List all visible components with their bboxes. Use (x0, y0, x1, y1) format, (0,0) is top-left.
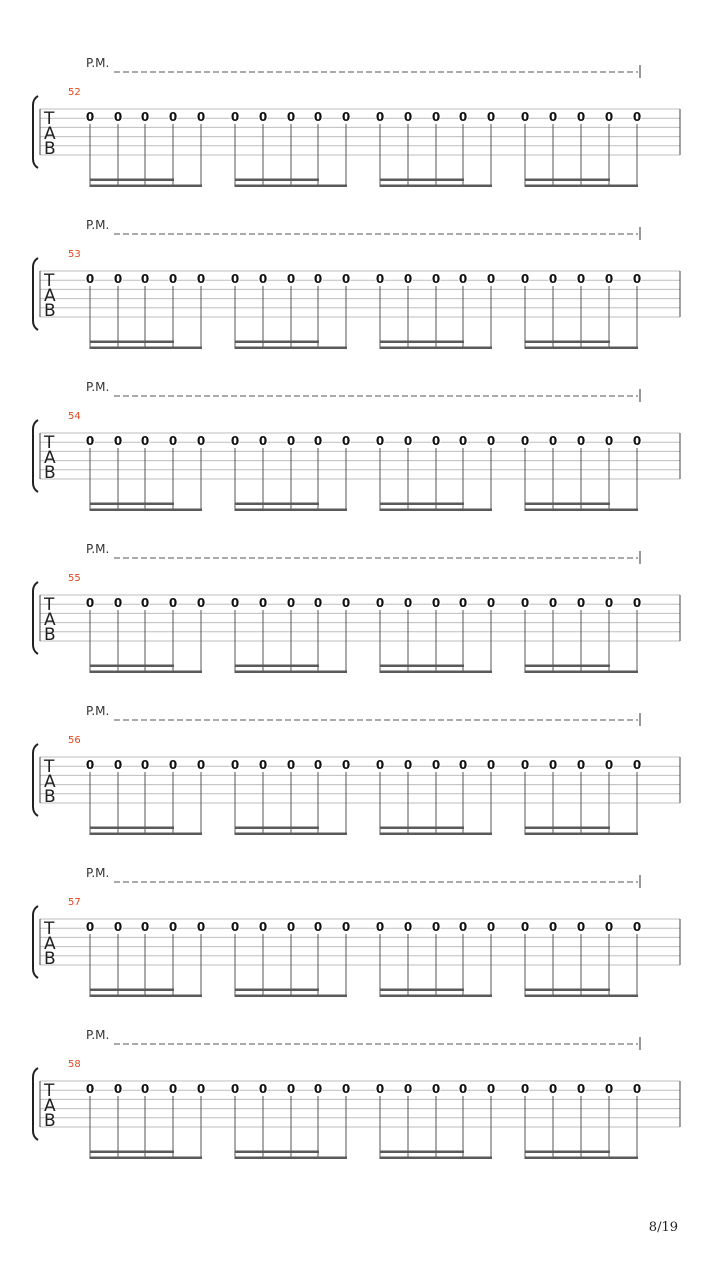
fret-number: 0 (520, 110, 530, 124)
fret-number: 0 (196, 434, 206, 448)
fret-number: 0 (313, 596, 323, 610)
fret-number: 0 (113, 596, 123, 610)
fret-number: 0 (486, 1082, 496, 1096)
fret-number: 0 (196, 596, 206, 610)
page-number: 8/19 (648, 1220, 678, 1235)
beam-primary (380, 1157, 492, 1160)
fret-number: 0 (520, 434, 530, 448)
beam-primary (235, 995, 347, 998)
beam-primary (235, 671, 347, 674)
fret-number: 0 (604, 110, 614, 124)
palm-mute-label: P.M. (86, 704, 110, 718)
tab-system (33, 1028, 680, 1159)
beam-primary (235, 509, 347, 512)
system-bracket (33, 96, 38, 168)
measure-number: 53 (68, 249, 81, 260)
fret-number: 0 (520, 1082, 530, 1096)
fret-number: 0 (85, 596, 95, 610)
beam-primary (90, 185, 202, 188)
fret-number: 0 (85, 110, 95, 124)
fret-number: 0 (632, 920, 642, 934)
fret-number: 0 (196, 110, 206, 124)
system-bracket (33, 582, 38, 654)
beam-secondary (380, 665, 464, 668)
tab-clef-letter: A (44, 286, 56, 306)
fret-number: 0 (85, 272, 95, 286)
beam-secondary (525, 665, 610, 668)
fret-number: 0 (341, 920, 351, 934)
fret-number: 0 (632, 758, 642, 772)
fret-number: 0 (431, 110, 441, 124)
beam-primary (235, 347, 347, 350)
fret-number: 0 (548, 434, 558, 448)
fret-number: 0 (230, 110, 240, 124)
beam-primary (380, 995, 492, 998)
fret-number: 0 (403, 758, 413, 772)
fret-number: 0 (258, 758, 268, 772)
fret-number: 0 (313, 272, 323, 286)
tab-clef-letter: A (44, 1096, 56, 1116)
fret-number: 0 (520, 596, 530, 610)
fret-number: 0 (375, 1082, 385, 1096)
beam-primary (380, 671, 492, 674)
fret-number: 0 (113, 110, 123, 124)
beam-primary (90, 671, 202, 674)
beam-secondary (90, 341, 174, 344)
tab-clef-letter: A (44, 772, 56, 792)
fret-number: 0 (313, 434, 323, 448)
fret-number: 0 (140, 434, 150, 448)
fret-number: 0 (140, 272, 150, 286)
tab-clef-letter: B (44, 787, 56, 807)
fret-number: 0 (431, 596, 441, 610)
measure-number: 57 (68, 897, 81, 908)
beam-secondary (525, 341, 610, 344)
fret-number: 0 (341, 272, 351, 286)
beam-secondary (380, 179, 464, 182)
palm-mute-label: P.M. (86, 56, 110, 70)
fret-number: 0 (140, 920, 150, 934)
fret-number: 0 (341, 434, 351, 448)
measure-number: 55 (68, 573, 81, 584)
fret-number: 0 (313, 110, 323, 124)
measure-number: 56 (68, 735, 81, 746)
fret-number: 0 (486, 596, 496, 610)
fret-number: 0 (168, 758, 178, 772)
fret-number: 0 (85, 1082, 95, 1096)
fret-number: 0 (458, 920, 468, 934)
beam-primary (525, 833, 638, 836)
beam-primary (525, 509, 638, 512)
fret-number: 0 (375, 272, 385, 286)
fret-number: 0 (403, 434, 413, 448)
beam-secondary (235, 503, 319, 506)
measure-number: 52 (68, 87, 81, 98)
fret-number: 0 (286, 758, 296, 772)
fret-number: 0 (286, 434, 296, 448)
beam-secondary (235, 1151, 319, 1154)
fret-number: 0 (576, 272, 586, 286)
beam-primary (380, 509, 492, 512)
fret-number: 0 (486, 434, 496, 448)
system-bracket (33, 1068, 38, 1140)
palm-mute-label: P.M. (86, 380, 110, 394)
fret-number: 0 (286, 1082, 296, 1096)
fret-number: 0 (258, 1082, 268, 1096)
system-bracket (33, 906, 38, 978)
system-bracket (33, 258, 38, 330)
tab-clef-letter: T (44, 1081, 55, 1101)
fret-number: 0 (458, 758, 468, 772)
fret-number: 0 (604, 758, 614, 772)
fret-number: 0 (458, 434, 468, 448)
fret-number: 0 (168, 272, 178, 286)
fret-number: 0 (168, 920, 178, 934)
fret-number: 0 (486, 110, 496, 124)
tab-clef-letter: B (44, 301, 56, 321)
fret-number: 0 (286, 272, 296, 286)
fret-number: 0 (230, 596, 240, 610)
fret-number: 0 (168, 1082, 178, 1096)
beam-primary (235, 1157, 347, 1160)
tab-clef-letter: B (44, 625, 56, 645)
beam-secondary (525, 989, 610, 992)
fret-number: 0 (403, 920, 413, 934)
fret-number: 0 (313, 758, 323, 772)
tab-clef-letter: T (44, 271, 55, 291)
fret-number: 0 (258, 434, 268, 448)
fret-number: 0 (486, 758, 496, 772)
fret-number: 0 (341, 758, 351, 772)
fret-number: 0 (403, 272, 413, 286)
fret-number: 0 (196, 920, 206, 934)
fret-number: 0 (486, 920, 496, 934)
fret-number: 0 (375, 110, 385, 124)
beam-primary (235, 833, 347, 836)
fret-number: 0 (313, 920, 323, 934)
beam-secondary (90, 503, 174, 506)
fret-number: 0 (258, 110, 268, 124)
beam-primary (525, 1157, 638, 1160)
beam-secondary (525, 827, 610, 830)
fret-number: 0 (431, 272, 441, 286)
beam-secondary (235, 665, 319, 668)
fret-number: 0 (520, 272, 530, 286)
measure-number: 58 (68, 1059, 81, 1070)
fret-number: 0 (230, 434, 240, 448)
fret-number: 0 (576, 434, 586, 448)
fret-number: 0 (576, 596, 586, 610)
fret-number: 0 (341, 596, 351, 610)
fret-number: 0 (230, 272, 240, 286)
beam-primary (525, 185, 638, 188)
fret-number: 0 (113, 920, 123, 934)
beam-primary (235, 185, 347, 188)
fret-number: 0 (168, 596, 178, 610)
fret-number: 0 (486, 272, 496, 286)
fret-number: 0 (458, 110, 468, 124)
fret-number: 0 (604, 1082, 614, 1096)
tab-system (33, 704, 680, 835)
measure-number: 54 (68, 411, 81, 422)
fret-number: 0 (341, 1082, 351, 1096)
fret-number: 0 (576, 1082, 586, 1096)
fret-number: 0 (196, 758, 206, 772)
fret-number: 0 (140, 1082, 150, 1096)
fret-number: 0 (140, 110, 150, 124)
fret-number: 0 (632, 596, 642, 610)
tab-clef-letter: A (44, 448, 56, 468)
beam-secondary (380, 503, 464, 506)
tab-system (33, 380, 680, 511)
fret-number: 0 (113, 758, 123, 772)
fret-number: 0 (458, 1082, 468, 1096)
palm-mute-label: P.M. (86, 542, 110, 556)
fret-number: 0 (113, 272, 123, 286)
fret-number: 0 (576, 758, 586, 772)
fret-number: 0 (403, 1082, 413, 1096)
beam-primary (525, 671, 638, 674)
beam-secondary (380, 827, 464, 830)
beam-primary (380, 833, 492, 836)
fret-number: 0 (431, 758, 441, 772)
beam-secondary (235, 827, 319, 830)
fret-number: 0 (632, 272, 642, 286)
fret-number: 0 (604, 272, 614, 286)
fret-number: 0 (258, 272, 268, 286)
fret-number: 0 (375, 434, 385, 448)
fret-number: 0 (604, 920, 614, 934)
tab-system (33, 218, 680, 349)
fret-number: 0 (286, 920, 296, 934)
beam-primary (380, 347, 492, 350)
tab-clef-letter: T (44, 595, 55, 615)
fret-number: 0 (604, 596, 614, 610)
tab-clef-letter: T (44, 757, 55, 777)
fret-number: 0 (168, 434, 178, 448)
tab-clef-letter: B (44, 463, 56, 483)
palm-mute-label: P.M. (86, 1028, 110, 1042)
fret-number: 0 (403, 596, 413, 610)
beam-primary (90, 833, 202, 836)
fret-number: 0 (375, 758, 385, 772)
beam-primary (90, 509, 202, 512)
tab-clef-letter: A (44, 124, 56, 144)
beam-secondary (90, 1151, 174, 1154)
fret-number: 0 (632, 434, 642, 448)
beam-secondary (380, 989, 464, 992)
tab-clef-letter: T (44, 919, 55, 939)
beam-secondary (235, 179, 319, 182)
tab-clef-letter: T (44, 109, 55, 129)
fret-number: 0 (548, 758, 558, 772)
fret-number: 0 (230, 920, 240, 934)
tab-clef-letter: B (44, 139, 56, 159)
fret-number: 0 (85, 758, 95, 772)
tab-clef-letter: A (44, 934, 56, 954)
fret-number: 0 (258, 596, 268, 610)
fret-number: 0 (548, 596, 558, 610)
tab-clef-letter: B (44, 1111, 56, 1131)
fret-number: 0 (375, 920, 385, 934)
fret-number: 0 (313, 1082, 323, 1096)
fret-number: 0 (576, 110, 586, 124)
beam-secondary (380, 1151, 464, 1154)
palm-mute-label: P.M. (86, 866, 110, 880)
fret-number: 0 (403, 110, 413, 124)
fret-number: 0 (196, 272, 206, 286)
beam-secondary (525, 179, 610, 182)
tab-clef-letter: B (44, 949, 56, 969)
beam-secondary (235, 341, 319, 344)
fret-number: 0 (548, 1082, 558, 1096)
fret-number: 0 (140, 596, 150, 610)
fret-number: 0 (548, 110, 558, 124)
tab-system (33, 56, 680, 187)
beam-secondary (380, 341, 464, 344)
fret-number: 0 (230, 1082, 240, 1096)
fret-number: 0 (113, 1082, 123, 1096)
tab-system (33, 866, 680, 997)
fret-number: 0 (548, 272, 558, 286)
fret-number: 0 (520, 920, 530, 934)
beam-primary (90, 995, 202, 998)
beam-secondary (90, 665, 174, 668)
fret-number: 0 (431, 1082, 441, 1096)
beam-primary (90, 1157, 202, 1160)
fret-number: 0 (286, 596, 296, 610)
tab-clef-letter: T (44, 433, 55, 453)
fret-number: 0 (230, 758, 240, 772)
fret-number: 0 (576, 920, 586, 934)
fret-number: 0 (604, 434, 614, 448)
fret-number: 0 (458, 596, 468, 610)
fret-number: 0 (85, 920, 95, 934)
beam-secondary (235, 989, 319, 992)
fret-number: 0 (548, 920, 558, 934)
beam-secondary (90, 989, 174, 992)
beam-primary (525, 347, 638, 350)
fret-number: 0 (431, 920, 441, 934)
system-bracket (33, 420, 38, 492)
fret-number: 0 (458, 272, 468, 286)
beam-secondary (90, 827, 174, 830)
fret-number: 0 (113, 434, 123, 448)
fret-number: 0 (632, 110, 642, 124)
beam-primary (380, 185, 492, 188)
beam-secondary (90, 179, 174, 182)
tab-system (33, 542, 680, 673)
fret-number: 0 (196, 1082, 206, 1096)
fret-number: 0 (140, 758, 150, 772)
palm-mute-label: P.M. (86, 218, 110, 232)
fret-number: 0 (85, 434, 95, 448)
system-bracket (33, 744, 38, 816)
beam-secondary (525, 503, 610, 506)
fret-number: 0 (632, 1082, 642, 1096)
fret-number: 0 (431, 434, 441, 448)
fret-number: 0 (341, 110, 351, 124)
beam-secondary (525, 1151, 610, 1154)
fret-number: 0 (168, 110, 178, 124)
fret-number: 0 (286, 110, 296, 124)
tab-clef-letter: A (44, 610, 56, 630)
fret-number: 0 (520, 758, 530, 772)
fret-number: 0 (375, 596, 385, 610)
fret-number: 0 (258, 920, 268, 934)
beam-primary (90, 347, 202, 350)
beam-primary (525, 995, 638, 998)
